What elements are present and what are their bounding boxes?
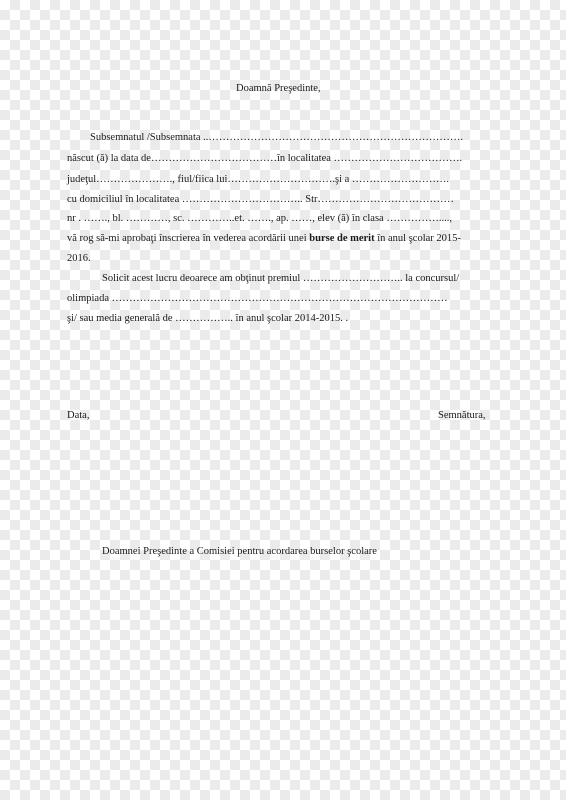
school-year-text: în anul şcolar 2015- — [374, 233, 461, 244]
body-line-5: nr . ……., bl. …………, sc. …………..et. ……., ap. ……, elev (ă) în clasa ……………...., — [67, 213, 452, 224]
signature-label: Semnătura, — [438, 410, 486, 421]
scholarship-type: burse de merit — [309, 233, 375, 244]
addressee: Doamnei Preşedinte a Comisiei pentru acordarea burselor şcolare — [102, 546, 377, 557]
body-line-6 — [67, 232, 461, 245]
body-line-1: Subsemnatul /Subsemnata ..………………………………………………………………. — [90, 132, 464, 143]
body-line-9: olimpiada …………………………………………………………………………………… — [67, 293, 448, 304]
body-line-4: cu domiciliul în localitatea …………………………….. Str………………………………… — [67, 194, 455, 205]
greeting: Doamnă Preşedinte, — [236, 83, 321, 94]
body-line-3: judeţul…………………., fiul/fiica lui………………………….şi a ………………………. — [67, 174, 450, 185]
date-label: Data, — [67, 410, 90, 421]
body-line-8: Solicit acest lucru deoarece am obţinut premiul ……………………….. la concursul/ — [102, 273, 460, 284]
request-text: vă rog să-mi aprobaţi înscrierea în vederea acordării unei — [67, 233, 310, 244]
body-line-2: născut (ă) la data de………………………………în localitatea ………………………………. — [67, 153, 463, 164]
body-line-10: şi/ sau media generală de …………….. în anul şcolar 2014-2015. . — [67, 313, 349, 324]
body-line-7: 2016. — [67, 253, 91, 264]
